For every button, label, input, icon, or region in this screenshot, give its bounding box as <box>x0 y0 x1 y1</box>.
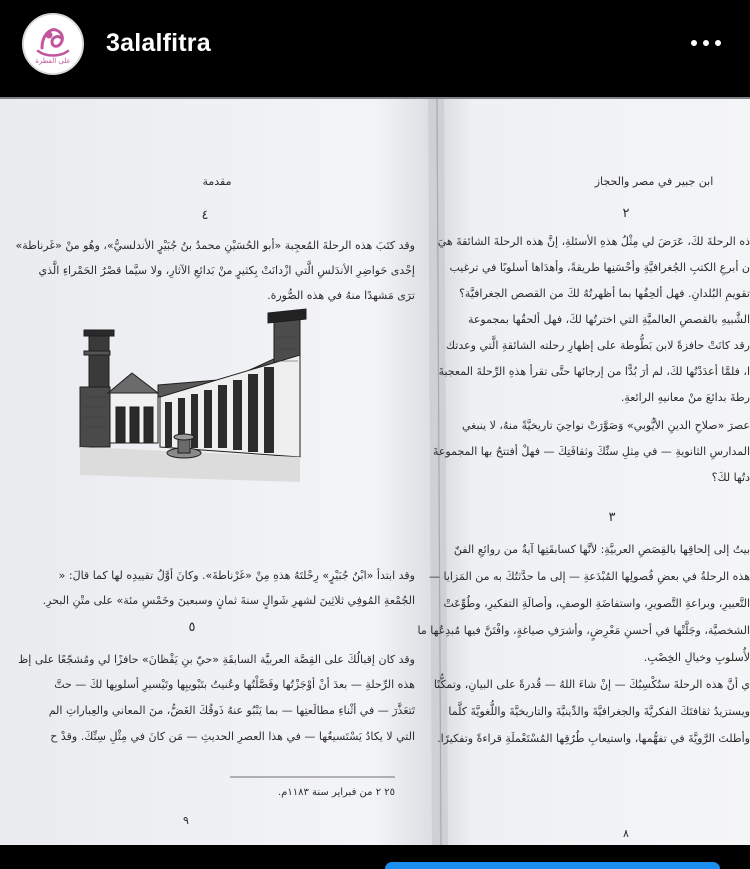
post-photo[interactable] <box>0 97 750 845</box>
avatar-logo-icon <box>24 15 82 73</box>
right-para-1-line-2: ن أبرعِ الكتبِ الجُغرافيَّةِ وأحْسَنِها طريقةً، وأهدَاها أسلوبًا في ترغيب <box>449 261 750 274</box>
right-para-2-line-2: المدارسِ الثانويةِ — في مِثلِ سنِّكَ وثقافَتِكَ — فهلْ أفتتحُ بها المجموعةَ <box>432 445 750 458</box>
book-photo <box>0 97 750 845</box>
left-running-head: مقدمة <box>202 175 232 188</box>
right-para-3-line-5: لأُسلوبِ وخيالِ الخِصْبِ. <box>643 651 750 664</box>
left-para-1-line-2: إحْدى حَواضِرِ الأندَلسِ الَّتي ازْدانَتْ بِكثيرٍ منْ بَدائعِ الآثارِ، ولا سيَّما قصْرُ الحَمْراءِ الَّذي <box>38 264 415 277</box>
right-section-number-1: ٢ <box>622 206 630 221</box>
right-para-3-line-4: الشخصيَّة، وجَلَّتْها في أحسنِ مَعْرِضٍ، وأشرَفِ صياغةٍ، وافْتَنَّ فيها مُبدِعُها ما <box>417 624 750 637</box>
right-para-3-line-1: بيتُ إلى إلحاقِها بالقِصَصِ العربيَّةِ: لأنَّها كسابقَتِها آيةٌ من روائعِ الفنّ <box>453 543 750 556</box>
right-para-3-line-3: التَّعبيرِ، وبراعةِ التَّصويرِ، واستفاضَةِ الوصفِ، وأصالَةِ التفكيرِ، وطُوِّعَتْ <box>443 597 750 610</box>
left-para-3-line-2: هذه الرِّحلةِ — بعدَ أنْ أوْجَزْتُها وفَصَّلْتُها وعُنيتُ بتَبْويبِها وتَيْسيرِ أسلوبِها لكَ — حتَّ <box>54 678 415 691</box>
right-para-2-line-3: دتُها لكَ؟ <box>711 471 750 484</box>
left-para-3-line-1: وقد كان إقبالُكَ على القِصَّة العربيَّة السابقَةِ «حيّ بنِ يَقْظانَ» حافزًا لي ومُشجّعًا على إظ <box>18 653 415 666</box>
right-para-3-line-8: وأطلتَ الرَّويَّةَ في تفهُّمها، واستيعابِ طُرُقِها المُسْتَعْملَةِ قراءةً وتفكيرًا. <box>437 732 750 745</box>
right-para-1-line-5: رقد كانَتْ حافزةً لابن بَطُّوطة على إظهارِ رحلته الشائقةِ الَّتي وعدتك <box>446 339 750 352</box>
right-para-2-line-1: عصرَ «صلاحِ الدينِ الأيُّوبي» وَصَوَّرَتْ نواحِيَ تاريخيَّةً منهُ، لا ينبغي <box>461 419 750 432</box>
right-para-3-line-2: هذه الرحلةُ في بعضِ فُصولِها المُبْدَعةِ — إلى ما حدَّثتُكَ به من المَزايا — <box>428 570 750 583</box>
right-para-1-line-6: ا، فلمَّا أعدَدْتُها لكَ، لم أرَ بُدًّا من إرجائها حتَّى تقرأ هذهِ الرِّحلةَ المعجبةَ <box>438 365 750 378</box>
right-para-1-line-3: تقويمِ البُلدانِ. فهل ألحِقُها بما أظهرتُهُ لكَ من القصص الجغرافيَّة؟ <box>459 287 750 300</box>
right-para-1-line-4: الشَّبيهِ بالقصصِ العالميَّةِ التي اخترتُها لكَ، فهل ألحقُها بمجموعة <box>467 313 750 326</box>
right-para-1-line-1: ذه الرحلةَ لكَ، عَرَضَ لي مِثْلُ هذهِ الأسئلةِ، إنَّ هذه الرحلةَ الشائقةَ هيَ <box>437 235 750 248</box>
left-para-2-line-2: الجُمْعةِ المُوفِي ثلاثِينَ لشهرِ شَوالٍ سنةَ ثمانٍ وسبعينَ وخَمْسِ مئة» على متْنِ البحرِ. <box>42 594 415 607</box>
left-para-1-line-1: وقد كتَبَ هذه الرحلةَ المُعجِبة «أبو الحُسَيْنِ محمدُ بنُ جُبَيْرٍ الأندلسيُّ»، وهُو منْ «غَرناطة» <box>15 239 415 252</box>
post-header <box>0 0 750 97</box>
bottom-strip <box>0 845 750 869</box>
left-para-1-line-3: ترَى مَشهدًا منهُ في هذه الصُّورة. <box>267 289 415 302</box>
username[interactable]: 3alalfitra <box>106 29 211 57</box>
more-options-button[interactable] <box>684 28 728 58</box>
more-horizontal-icon <box>691 40 697 46</box>
right-para-3-line-7: ويستزيدُ ثقافتَكَ الفكريَّةَ والجغرافيَّةَ والدِّينيَّةَ والتاريخيَّةَ واللُّغويَّةَ كلَّما <box>448 705 750 718</box>
profile-avatar[interactable] <box>22 13 84 75</box>
left-footnote: ٢٥ ٢ من فبراير سنة ١١٨٣م. <box>277 787 395 798</box>
avatar-text: على الفطرة <box>35 57 71 65</box>
left-section-number-2: ٥ <box>188 620 196 635</box>
partial-blue-button[interactable] <box>385 862 720 869</box>
left-page-number: ٩ <box>183 814 189 827</box>
right-para-1-line-7: رطةَ بدائعَ منْ معانيهِ الرائعةِ. <box>620 391 750 404</box>
right-para-3-line-6: ي أنَّ هذه الرحلةَ ستُكْسِبُكَ — إنْ شاءَ اللهُ — قُدرةً على البيانِ، وتمكُّنًا <box>433 678 750 691</box>
left-para-3-line-4: التي لا يكادُ يَسْتَسيغُها — في هذا العصرِ الحديثِ — مَن كانَ في مِثْلِ سِنِّكَ. وقدْ ح <box>50 730 415 743</box>
left-para-3-line-3: تَتعَذَّرَ — في أثْناءِ مطالَعتِها — بما يَنْبُو عنهُ ذَوقُكَ الغَضُّ، منَ المعاني والعِباراتِ الم <box>48 704 415 717</box>
right-section-number-2: ٣ <box>608 510 616 525</box>
left-section-number-1: ٤ <box>201 208 209 223</box>
left-para-2-line-1: وقد ابتدأ «ابْنُ جُبَيْرٍ» رِحْلتَهُ هذهِ مِنْ «غَرْناطةَ». وكانَ أوَّلُ تقييدِه لها كما قالَ: « <box>58 569 415 582</box>
right-page-number: ٨ <box>623 827 629 840</box>
right-running-head: ابن جبير في مصر والحجاز <box>594 175 714 188</box>
